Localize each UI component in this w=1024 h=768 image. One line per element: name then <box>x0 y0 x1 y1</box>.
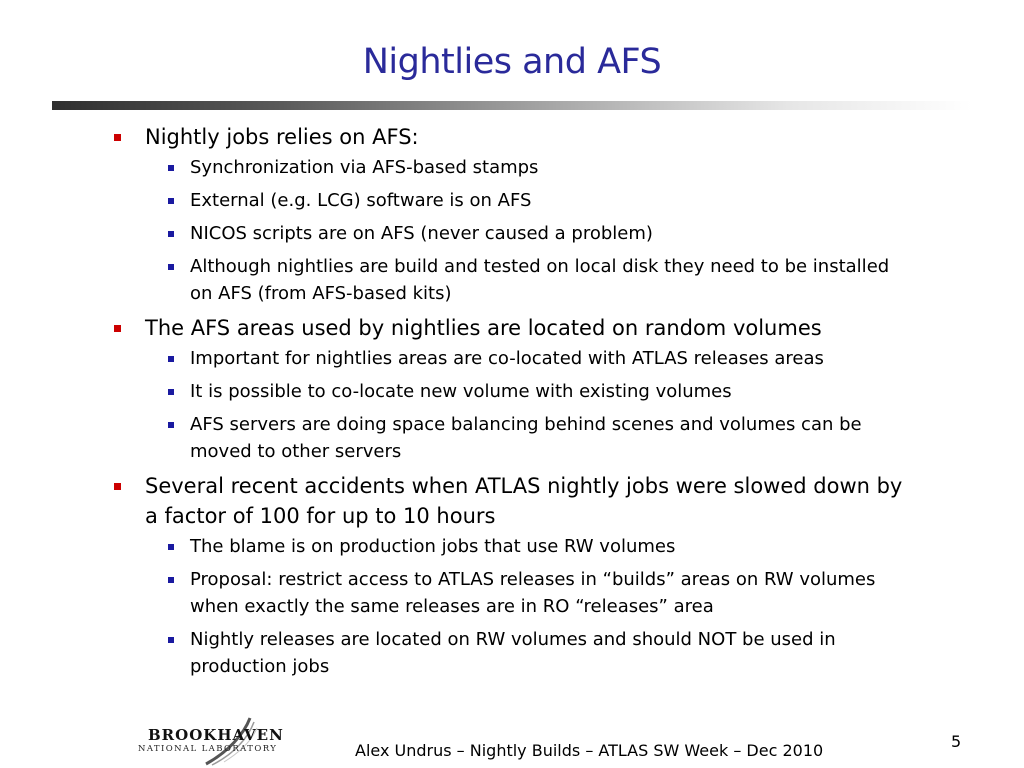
sub-bullet-text: Nightly releases are located on RW volumes and should NOT be used in production jobs <box>190 629 836 677</box>
sub-bullet-text: Synchronization via AFS-based stamps <box>190 157 539 178</box>
bullet-list <box>110 118 910 680</box>
square-bullet-icon <box>168 544 174 550</box>
bullet-item <box>110 313 910 343</box>
slide-title: Nightlies and AFS <box>362 42 662 82</box>
sub-bullet-item <box>110 378 910 405</box>
square-bullet-icon <box>114 134 121 141</box>
bullet-text: Several recent accidents when ATLAS nightly jobs were slowed down by a factor of 100 for up to 10 hours <box>145 474 903 528</box>
sub-bullet-item <box>110 533 910 560</box>
square-bullet-icon <box>168 356 174 362</box>
sub-bullet-text: The blame is on production jobs that use RW volumes <box>190 536 676 557</box>
square-bullet-icon <box>114 325 121 332</box>
sub-bullet-text: AFS servers are doing space balancing behind scenes and volumes can be moved to other servers <box>190 414 862 462</box>
page-number: 5 <box>951 732 962 751</box>
square-bullet-icon <box>114 483 121 490</box>
sub-bullet-text: Proposal: restrict access to ATLAS releases in “builds” areas on RW volumes when exactly the same releases are in RO “releases” area <box>190 569 876 617</box>
sub-bullet-item <box>110 345 910 372</box>
sub-bullet-item <box>110 220 910 247</box>
sub-bullet-text: It is possible to co-locate new volume with existing volumes <box>190 381 732 402</box>
square-bullet-icon <box>168 577 174 583</box>
sub-bullet-item <box>110 411 910 465</box>
sub-bullet-text: Important for nightlies areas are co-located with ATLAS releases areas <box>190 348 824 369</box>
sub-bullet-text: Although nightlies are build and tested on local disk they need to be installed on AFS (from AFS-based kits) <box>190 256 890 304</box>
square-bullet-icon <box>168 231 174 237</box>
bullet-item <box>110 471 910 531</box>
bullet-text: Nightly jobs relies on AFS: <box>145 125 419 149</box>
sub-bullet-item <box>110 566 910 620</box>
bullet-text: The AFS areas used by nightlies are located on random volumes <box>145 316 822 340</box>
brookhaven-logo <box>136 712 286 767</box>
square-bullet-icon <box>168 165 174 171</box>
logo-text-national-laboratory: NATIONAL LABORATORY <box>138 744 278 754</box>
sub-bullet-item <box>110 154 910 181</box>
sub-bullet-item <box>110 187 910 214</box>
sub-bullet-item <box>110 626 910 680</box>
logo-text-brookhaven: BROOKHAVEN <box>148 726 284 744</box>
square-bullet-icon <box>168 389 174 395</box>
sub-bullet-text: NICOS scripts are on AFS (never caused a problem) <box>190 223 653 244</box>
bullet-item <box>110 122 910 152</box>
sub-bullet-text: External (e.g. LCG) software is on AFS <box>190 190 532 211</box>
footer-caption: Alex Undrus – Nightly Builds – ATLAS SW Week – Dec 2010 <box>355 741 824 760</box>
square-bullet-icon <box>168 198 174 204</box>
title-divider <box>52 101 972 110</box>
square-bullet-icon <box>168 637 174 643</box>
square-bullet-icon <box>168 422 174 428</box>
square-bullet-icon <box>168 264 174 270</box>
sub-bullet-item <box>110 253 910 307</box>
